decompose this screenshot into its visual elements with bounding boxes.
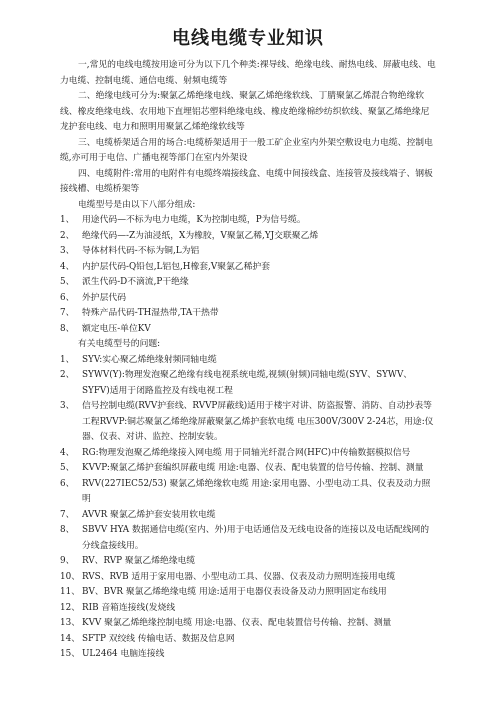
list-item (60, 260, 436, 276)
list-text: SFTP 双绞线 传输电话、数据及信息网 (82, 633, 235, 644)
list-item (60, 244, 436, 260)
list-item (60, 306, 436, 322)
list-item (60, 399, 436, 446)
list-text: KVVP:聚氯乙烯护套编织屏蔽电缆 用途:电器、仪表、配电装置的信号传输、控制、测量 (82, 463, 424, 473)
list-number: 1、 (60, 354, 75, 365)
list-text: BV、BVR 聚氯乙烯绝缘电缆 用途:适用于电器仪表设备及动力照明固定布线用 (82, 587, 387, 597)
list-item (60, 291, 436, 307)
list-text: 用途代码—不标为电力电缆，K为控制电缆，P为信号缆。 (82, 215, 306, 225)
intro-paragraph-3: 三、电缆桥架适合用的场合:电缆桥架适用于一般工矿企业室内外架空敷设电力电缆、控制电缆,亦可用于电信、广播电视等部门在室内外架设 (60, 137, 433, 163)
list-number: 10、 (60, 571, 80, 582)
list-number: 11、 (60, 587, 80, 597)
list-number: 14、 (60, 633, 80, 644)
list-text: 导体材料代码-不标为铜,L为铝 (82, 246, 200, 256)
list-text: RV、RVP 聚氯乙烯绝缘电缆 (82, 556, 196, 566)
list-text: SBVV HYA 数据通信电缆(室内、外)用于电话通信及无线电设备的连接以及电话配线网的分线盒接线用。 (82, 525, 430, 551)
list-text: AVVR 聚氯乙烯护套安装用软电缆 (82, 509, 216, 520)
list-number: 13、 (60, 618, 80, 628)
list-item (60, 477, 436, 508)
intro-paragraph-1: 一,常见的电线电缆按用途可分为以下几个种类:裸导线、绝缘电线、耐热电线、屏蔽电线、电力电缆、控制电缆、通信电缆、射频电缆等 (60, 60, 436, 86)
list-number: 8、 (60, 525, 75, 535)
list-number: 4、 (60, 447, 75, 458)
list-text: 外护层代码 (82, 292, 126, 303)
list-item (60, 213, 436, 229)
list-text: 特殊产品代码-TH湿热带,TA干热带 (82, 308, 219, 318)
list-text: 信号控制电缆(RVV护套线、RVVP屏蔽线)适用于楼宇对讲、防盗报警、消防、自动抄表等工程RVVP:铜芯聚氯乙烯绝缘屏蔽聚氯乙烯护套软电缆 电压300V/300V 2-24芯，用途:仪器、仪表、对讲、监控、控制安装。 (82, 401, 434, 442)
list-text: 绝缘代码—-Z为油浸纸，X为橡胶，V聚氯乙稀,YJ交联聚乙烯 (82, 230, 319, 241)
list-text: 内护层代码-Q铅包,L铝包,H橡套,V聚氯乙稀护套 (82, 261, 270, 272)
intro-paragraph-2: 二、绝缘电线可分为:聚氯乙烯绝缘电线、聚氯乙烯绝缘软线、丁腈聚氯乙烯混合物绝缘软线、橡皮绝缘电线、农用地下直埋铝芯塑料绝缘电线、橡皮绝缘棉纱纺织软线、聚氯乙烯绝缘尼龙护套电线、电力和照明用聚氯乙烯绝缘软线等 (60, 91, 430, 132)
list-number: 1、 (60, 215, 75, 225)
list-number: 3、 (60, 401, 75, 411)
list-item (60, 368, 436, 399)
models-heading: 有关电缆型号的问题: (78, 339, 161, 349)
list-item (60, 275, 436, 291)
list-number: 2、 (60, 370, 75, 380)
list-item (60, 523, 436, 554)
list-item (60, 632, 436, 648)
model-parts-list (60, 213, 436, 337)
list-text: 额定电压-单位KV (82, 323, 151, 334)
list-text: RG:物理发泡聚乙烯绝缘接入网电缆 用于同轴光纤混合网(HFC)中传输数据模拟信号 (82, 447, 411, 458)
list-text: RIB 音箱连接线(发烧线 (82, 602, 176, 613)
list-item (60, 322, 436, 338)
list-text: RVS、RVB 适用于家用电器、小型电动工具、仪器、仪表及动力照明连接用电缆 (82, 571, 396, 582)
list-item (60, 570, 436, 586)
list-number: 12、 (60, 602, 80, 613)
list-item (60, 616, 436, 632)
list-number: 7、 (60, 509, 75, 520)
list-text: KVV 聚氯乙烯绝缘控制电缆 用途:电器、仪表、配电装置信号传输、控制、测量 (82, 618, 392, 628)
list-text: SYV:实心聚乙烯绝缘射频同轴电缆 (82, 354, 217, 365)
list-item (60, 554, 436, 570)
list-number: 7、 (60, 308, 75, 318)
list-number: 3、 (60, 246, 75, 256)
list-item (60, 353, 436, 369)
list-number: 5、 (60, 463, 75, 473)
list-number: 2、 (60, 230, 75, 241)
list-item (60, 647, 436, 663)
intro-paragraph-4: 四、电缆附件:常用的电附件有电缆终端接线盒、电缆中间接线盒、连接管及接线端子、钢板接线槽、电缆桥架等 (60, 168, 433, 194)
list-number: 8、 (60, 323, 75, 334)
list-item (60, 585, 436, 601)
models-list (60, 353, 436, 663)
list-number: 5、 (60, 277, 75, 287)
document-title: 电线电缆专业知识 (172, 28, 324, 49)
model-parts-heading: 电缆型号是由以下八部分组成: (78, 199, 196, 210)
list-item (60, 461, 436, 477)
list-text: RVV(227IEC52/53) 聚氯乙烯绝缘软电缆 用途:家用电器、小型电动工具、仪表及动力照明 (82, 478, 431, 504)
list-number: 9、 (60, 556, 75, 566)
list-item (60, 446, 436, 462)
list-text: SYWV(Y):物理发泡聚乙绝缘有线电视系统电缆,视频(射频)同轴电缆(SYV、SYWV、SYFV)适用于闭路监控及有线电视工程 (82, 370, 413, 396)
list-number: 15、 (60, 649, 80, 659)
list-item (60, 508, 436, 524)
list-item (60, 229, 436, 245)
list-number: 4、 (60, 261, 75, 272)
list-text: UL2464 电脑连接线 (82, 649, 165, 659)
list-number: 6、 (60, 478, 75, 489)
list-item (60, 601, 436, 617)
list-text: 派生代码-D不滴流,P干绝缘 (82, 277, 189, 287)
list-number: 6、 (60, 292, 75, 303)
